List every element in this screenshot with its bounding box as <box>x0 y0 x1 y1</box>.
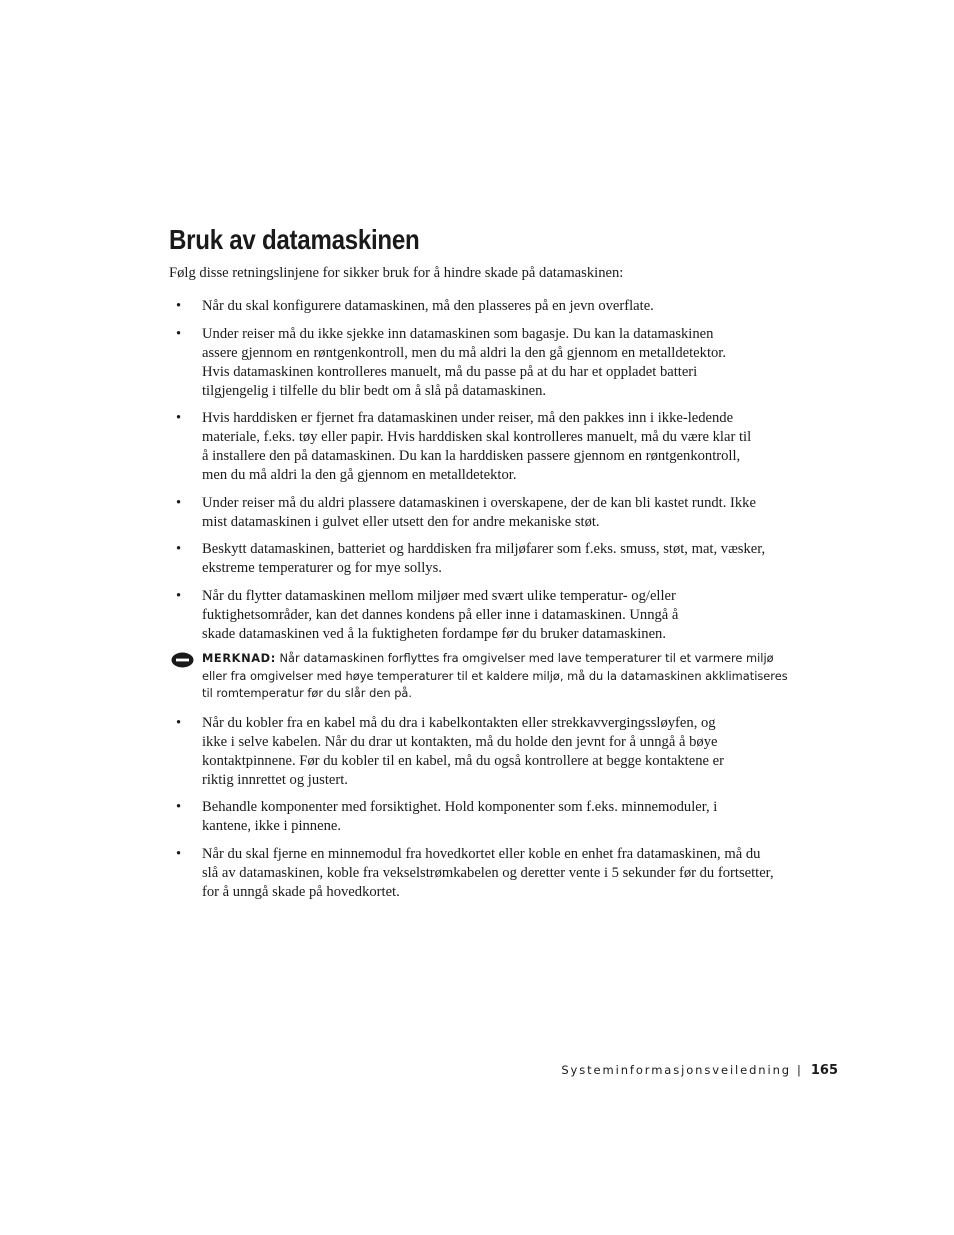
list-item-line: skade datamaskinen ved å la fuktigheten fordampe før du bruker datamaskinen. <box>202 626 666 642</box>
list-item <box>169 798 829 836</box>
page-title: Bruk av datamaskinen <box>169 224 420 255</box>
notice-box <box>169 650 829 703</box>
bullet: • <box>176 541 182 557</box>
bullet: • <box>176 588 182 604</box>
list-item-line: ikke i selve kabelen. Når du drar ut kontakten, må du holde den jevnt for å unngå å bøye <box>202 734 718 750</box>
list-item-text <box>202 540 832 578</box>
bullet: • <box>176 298 182 314</box>
bullet: • <box>176 326 182 342</box>
list-item-text <box>202 798 832 836</box>
notice-line <box>202 650 829 668</box>
list-item <box>169 540 829 578</box>
bullet: • <box>176 799 182 815</box>
list-item-line: Når du kobler fra en kabel må du dra i kabelkontakten eller strekkavvergingssløyfen, og <box>202 715 716 731</box>
list-item-line: Hvis datamaskinen kontrolleres manuelt, må du passe på at du har et oppladet batteri <box>202 364 698 380</box>
list-item-line: slå av datamaskinen, koble fra vekselstrømkabelen og deretter vente i 5 sekunder før du fortsetter, <box>202 865 774 881</box>
list-item-line: Når du skal fjerne en minnemodul fra hovedkortet eller koble en enhet fra datamaskinen, må du <box>202 846 761 862</box>
intro-paragraph: Følg disse retningslinjene for sikker bruk for å hindre skade på datamaskinen: <box>169 265 624 281</box>
list-item-text <box>202 325 832 401</box>
page-footer <box>560 1061 838 1080</box>
list-item-text <box>202 409 832 485</box>
list-item <box>169 409 829 485</box>
notice-icon <box>171 652 194 668</box>
list-item-line: kontaktpinnene. Før du kobler til en kabel, må du også kontrollere at begge kontaktene er <box>202 753 724 769</box>
list-item <box>169 845 829 902</box>
list-item-line: Når du skal konfigurere datamaskinen, må den plasseres på en jevn overflate. <box>202 298 654 314</box>
list-item-line: fuktighetsområder, kan det dannes kondens på eller inne i datamaskinen. Unngå å <box>202 607 679 623</box>
bullet: • <box>176 410 182 426</box>
list-item-line: Behandle komponenter med forsiktighet. Hold komponenter som f.eks. minnemoduler, i <box>202 799 718 815</box>
list-item-line: kantene, ikke i pinnene. <box>202 818 341 834</box>
bullet: • <box>176 846 182 862</box>
list-item-line: Under reiser må du aldri plassere datamaskinen i overskapene, der de kan bli kastet rundt. Ikke <box>202 495 756 511</box>
notice-line-text: Når datamaskinen forflyttes fra omgivelser med lave temperaturer til et varmere miljø <box>279 651 774 665</box>
list-item <box>169 587 829 644</box>
notice-line: eller fra omgivelser med høye temperaturer til et kaldere miljø, må du la datamaskinen akklimatiseres <box>202 668 788 683</box>
list-item-line: Beskytt datamaskinen, batteriet og harddisken fra miljøfarer som f.eks. smuss, støt, mat, væsker, <box>202 541 766 557</box>
list-item-text <box>202 714 832 790</box>
footer-separator: | <box>796 1063 801 1077</box>
list-item-text <box>202 587 832 644</box>
list-item-line: å installere den på datamaskinen. Du kan la harddisken passere gjennom en røntgenkontroll, <box>202 448 741 464</box>
notice-line: til romtemperatur før du slår den på. <box>202 686 413 700</box>
list-item-line: Hvis harddisken er fjernet fra datamaskinen under reiser, må den pakkes inn i ikke-ledende <box>202 410 734 426</box>
list-item-text <box>202 845 832 902</box>
list-item-line: Når du flytter datamaskinen mellom miljøer med svært ulike temperatur- og/eller <box>202 588 676 604</box>
list-item-line: riktig innrettet og justert. <box>202 772 348 788</box>
notice-text <box>202 650 829 703</box>
list-item-line: Under reiser må du ikke sjekke inn datamaskinen som bagasje. Du kan la datamaskinen <box>202 326 714 342</box>
bullet: • <box>176 495 182 511</box>
list-item-line: assere gjennom en røntgenkontroll, men du må aldri la den gå gjennom en metalldetektor. <box>202 345 727 361</box>
list-item <box>169 297 829 316</box>
bullet: • <box>176 715 182 731</box>
list-item <box>169 325 829 401</box>
footer-title: Systeminformasjonsveiledning <box>561 1063 791 1077</box>
list-item-line: tilgjengelig i tilfelle du blir bedt om å slå på datamaskinen. <box>202 383 547 399</box>
list-item <box>169 714 829 790</box>
list-item-line: ekstreme temperaturer og for mye sollys. <box>202 560 442 576</box>
list-item-line: men du må aldri la den gå gjennom en metalldetektor. <box>202 467 517 483</box>
list-item-text <box>202 494 832 532</box>
page-number: 165 <box>810 1063 838 1078</box>
list-item-line: mist datamaskinen i gulvet eller utsett den for andre mekaniske støt. <box>202 514 600 530</box>
list-item-text <box>202 297 832 316</box>
list-item-line: for å unngå skade på hovedkortet. <box>202 884 400 900</box>
list-item-line: materiale, f.eks. tøy eller papir. Hvis harddisken skal kontrolleres manuelt, må du være klar til <box>202 429 752 445</box>
list-item <box>169 494 829 532</box>
notice-label: MERKNAD: <box>202 651 276 665</box>
